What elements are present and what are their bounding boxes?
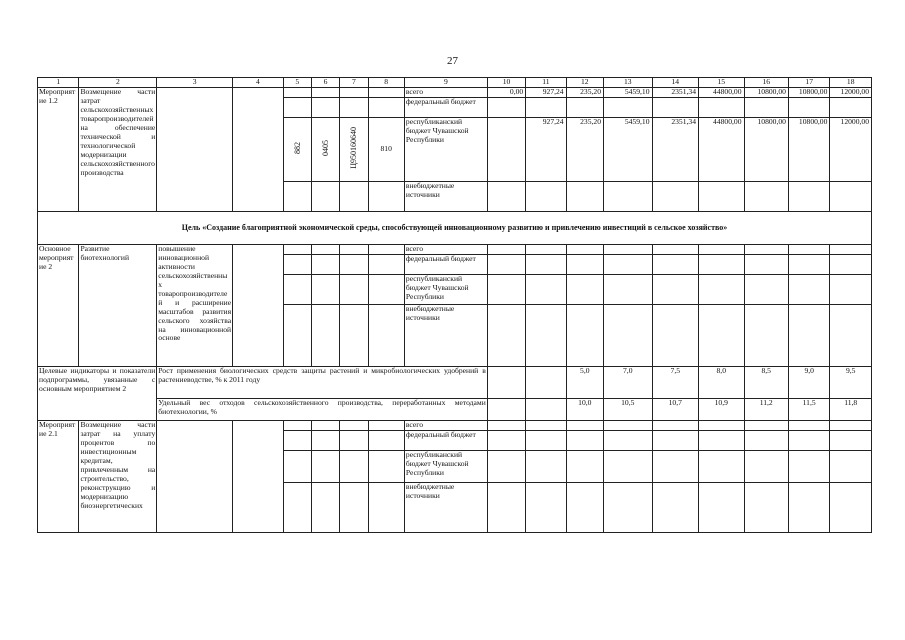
indicator-text: Удельный вес отходов сельскохозяйственного производства, переработанных методами биотехнологии, %: [157, 398, 488, 420]
value-cell: 235,20: [566, 87, 603, 97]
source-label: всего: [404, 244, 487, 254]
col-number: 8: [368, 78, 404, 88]
goal-row: [38, 211, 872, 244]
col-number: 15: [699, 78, 744, 88]
indicator-value: 7,0: [604, 366, 653, 398]
indicator-value: 11,8: [830, 398, 872, 420]
goal-heading: Цель «Создание благоприятной экономической среды, способствующей инновационному развитию и привлечению инвестиций в сельское хозяйство»: [38, 211, 872, 244]
col-number: 1: [38, 78, 79, 88]
activity-executor: [233, 420, 284, 532]
col-number: 16: [744, 78, 788, 88]
value-cell: 0,00: [487, 87, 525, 97]
source-label: всего: [404, 87, 487, 97]
col-number: 7: [340, 78, 368, 88]
csr-code-cell: [340, 117, 368, 181]
indicator-value: 9,0: [788, 366, 829, 398]
table-row: [38, 87, 872, 97]
col-number: 14: [652, 78, 699, 88]
indicator-value: 8,0: [699, 366, 744, 398]
value-cell: 235,20: [566, 117, 603, 181]
value-cell: 927,24: [526, 87, 566, 97]
value-cell: 44800,00: [699, 87, 744, 97]
col-number: 9: [404, 78, 487, 88]
rzpr-code: 0405: [320, 139, 330, 156]
value-cell: 10800,00: [788, 117, 829, 181]
csr-code: Ц950160640: [349, 127, 359, 169]
indicator-value: 11,5: [788, 398, 829, 420]
table-row: [38, 420, 872, 430]
value-cell: 927,24: [526, 117, 566, 181]
value-cell: 2351,34: [652, 87, 699, 97]
value-cell: 2351,34: [652, 117, 699, 181]
col-number: 10: [487, 78, 525, 88]
indicators-label: Целевые индикаторы и показатели подпрограммы, увязанные с основным мероприятием 2: [38, 366, 157, 420]
activity-name: Возмещение части затрат сельскохозяйственных товаропроизводителей на обеспечение технической и технологической модернизации сельскохозяйственного производства: [79, 87, 157, 211]
col-number: 6: [311, 78, 339, 88]
indicator-value: 11,2: [744, 398, 788, 420]
indicator-row: [38, 398, 872, 420]
source-label: федеральный бюджет: [404, 430, 487, 450]
source-label: внебюджетные источники: [404, 482, 487, 532]
activity-id: Основное мероприятие 2: [38, 244, 79, 366]
rzpr-code-cell: [311, 117, 339, 181]
source-label: внебюджетные источники: [404, 304, 487, 366]
source-label: республиканский бюджет Чувашской Республики: [404, 117, 487, 181]
value-cell: 44800,00: [699, 117, 744, 181]
value-cell: 10800,00: [744, 117, 788, 181]
source-label: внебюджетные источники: [404, 181, 487, 211]
indicator-text: Рост применения биологических средств защиты растений и микробиологических удобрений в растениеводстве, % к 2011 году: [157, 366, 488, 398]
source-label: федеральный бюджет: [404, 254, 487, 274]
col-number: 18: [830, 78, 872, 88]
indicator-value: 10,9: [699, 398, 744, 420]
value-cell: 10800,00: [744, 87, 788, 97]
grbs-code-cell: [283, 117, 311, 181]
activity-task: повышение инновационной активности сельскохозяйственных товаропроизводителей и расширение масштабов развития сельского хозяйства на инновационной основе: [157, 244, 233, 366]
budget-table: [37, 77, 872, 533]
page-number: 27: [447, 55, 458, 67]
activity-task: [157, 420, 233, 532]
col-number: 17: [788, 78, 829, 88]
column-number-row: [38, 78, 872, 88]
col-number: 11: [526, 78, 566, 88]
activity-executor: [233, 87, 284, 211]
grbs-code: 882: [292, 141, 302, 154]
indicator-value: 5,0: [566, 366, 603, 398]
value-cell: 12000,00: [830, 117, 872, 181]
col-number: 3: [157, 78, 233, 88]
col-number: 4: [233, 78, 284, 88]
activity-id: Мероприятие 1.2: [38, 87, 79, 211]
activity-name: Развитие биотехнологий: [79, 244, 157, 366]
col-number: 2: [79, 78, 157, 88]
source-label: республиканский бюджет Чувашской Республики: [404, 274, 487, 304]
value-cell: 10800,00: [788, 87, 829, 97]
source-label: республиканский бюджет Чувашской Республики: [404, 450, 487, 482]
col-number: 5: [283, 78, 311, 88]
indicator-value: 10,0: [566, 398, 603, 420]
source-label: всего: [404, 420, 487, 430]
indicator-value: 7,5: [652, 366, 699, 398]
indicator-value: 10,5: [604, 398, 653, 420]
vr-code: 810: [368, 117, 404, 181]
col-number: 12: [566, 78, 603, 88]
activity-name: Возмещение части затрат на уплату процентов по инвестиционным кредитам, привлеченным на строительство, реконструкцию и модернизацию биоэнергетических: [79, 420, 157, 532]
value-cell: 12000,00: [830, 87, 872, 97]
indicator-value: 10,7: [652, 398, 699, 420]
table-row: [38, 244, 872, 254]
col-number: 13: [604, 78, 653, 88]
source-label: федеральный бюджет: [404, 97, 487, 117]
activity-id: Мероприятие 2.1: [38, 420, 79, 532]
activity-executor: [233, 244, 284, 366]
indicator-row: [38, 366, 872, 398]
value-cell: 5459,10: [604, 117, 653, 181]
value-cell: 5459,10: [604, 87, 653, 97]
indicator-value: 9,5: [830, 366, 872, 398]
activity-task: [157, 87, 233, 211]
indicator-value: 8,5: [744, 366, 788, 398]
